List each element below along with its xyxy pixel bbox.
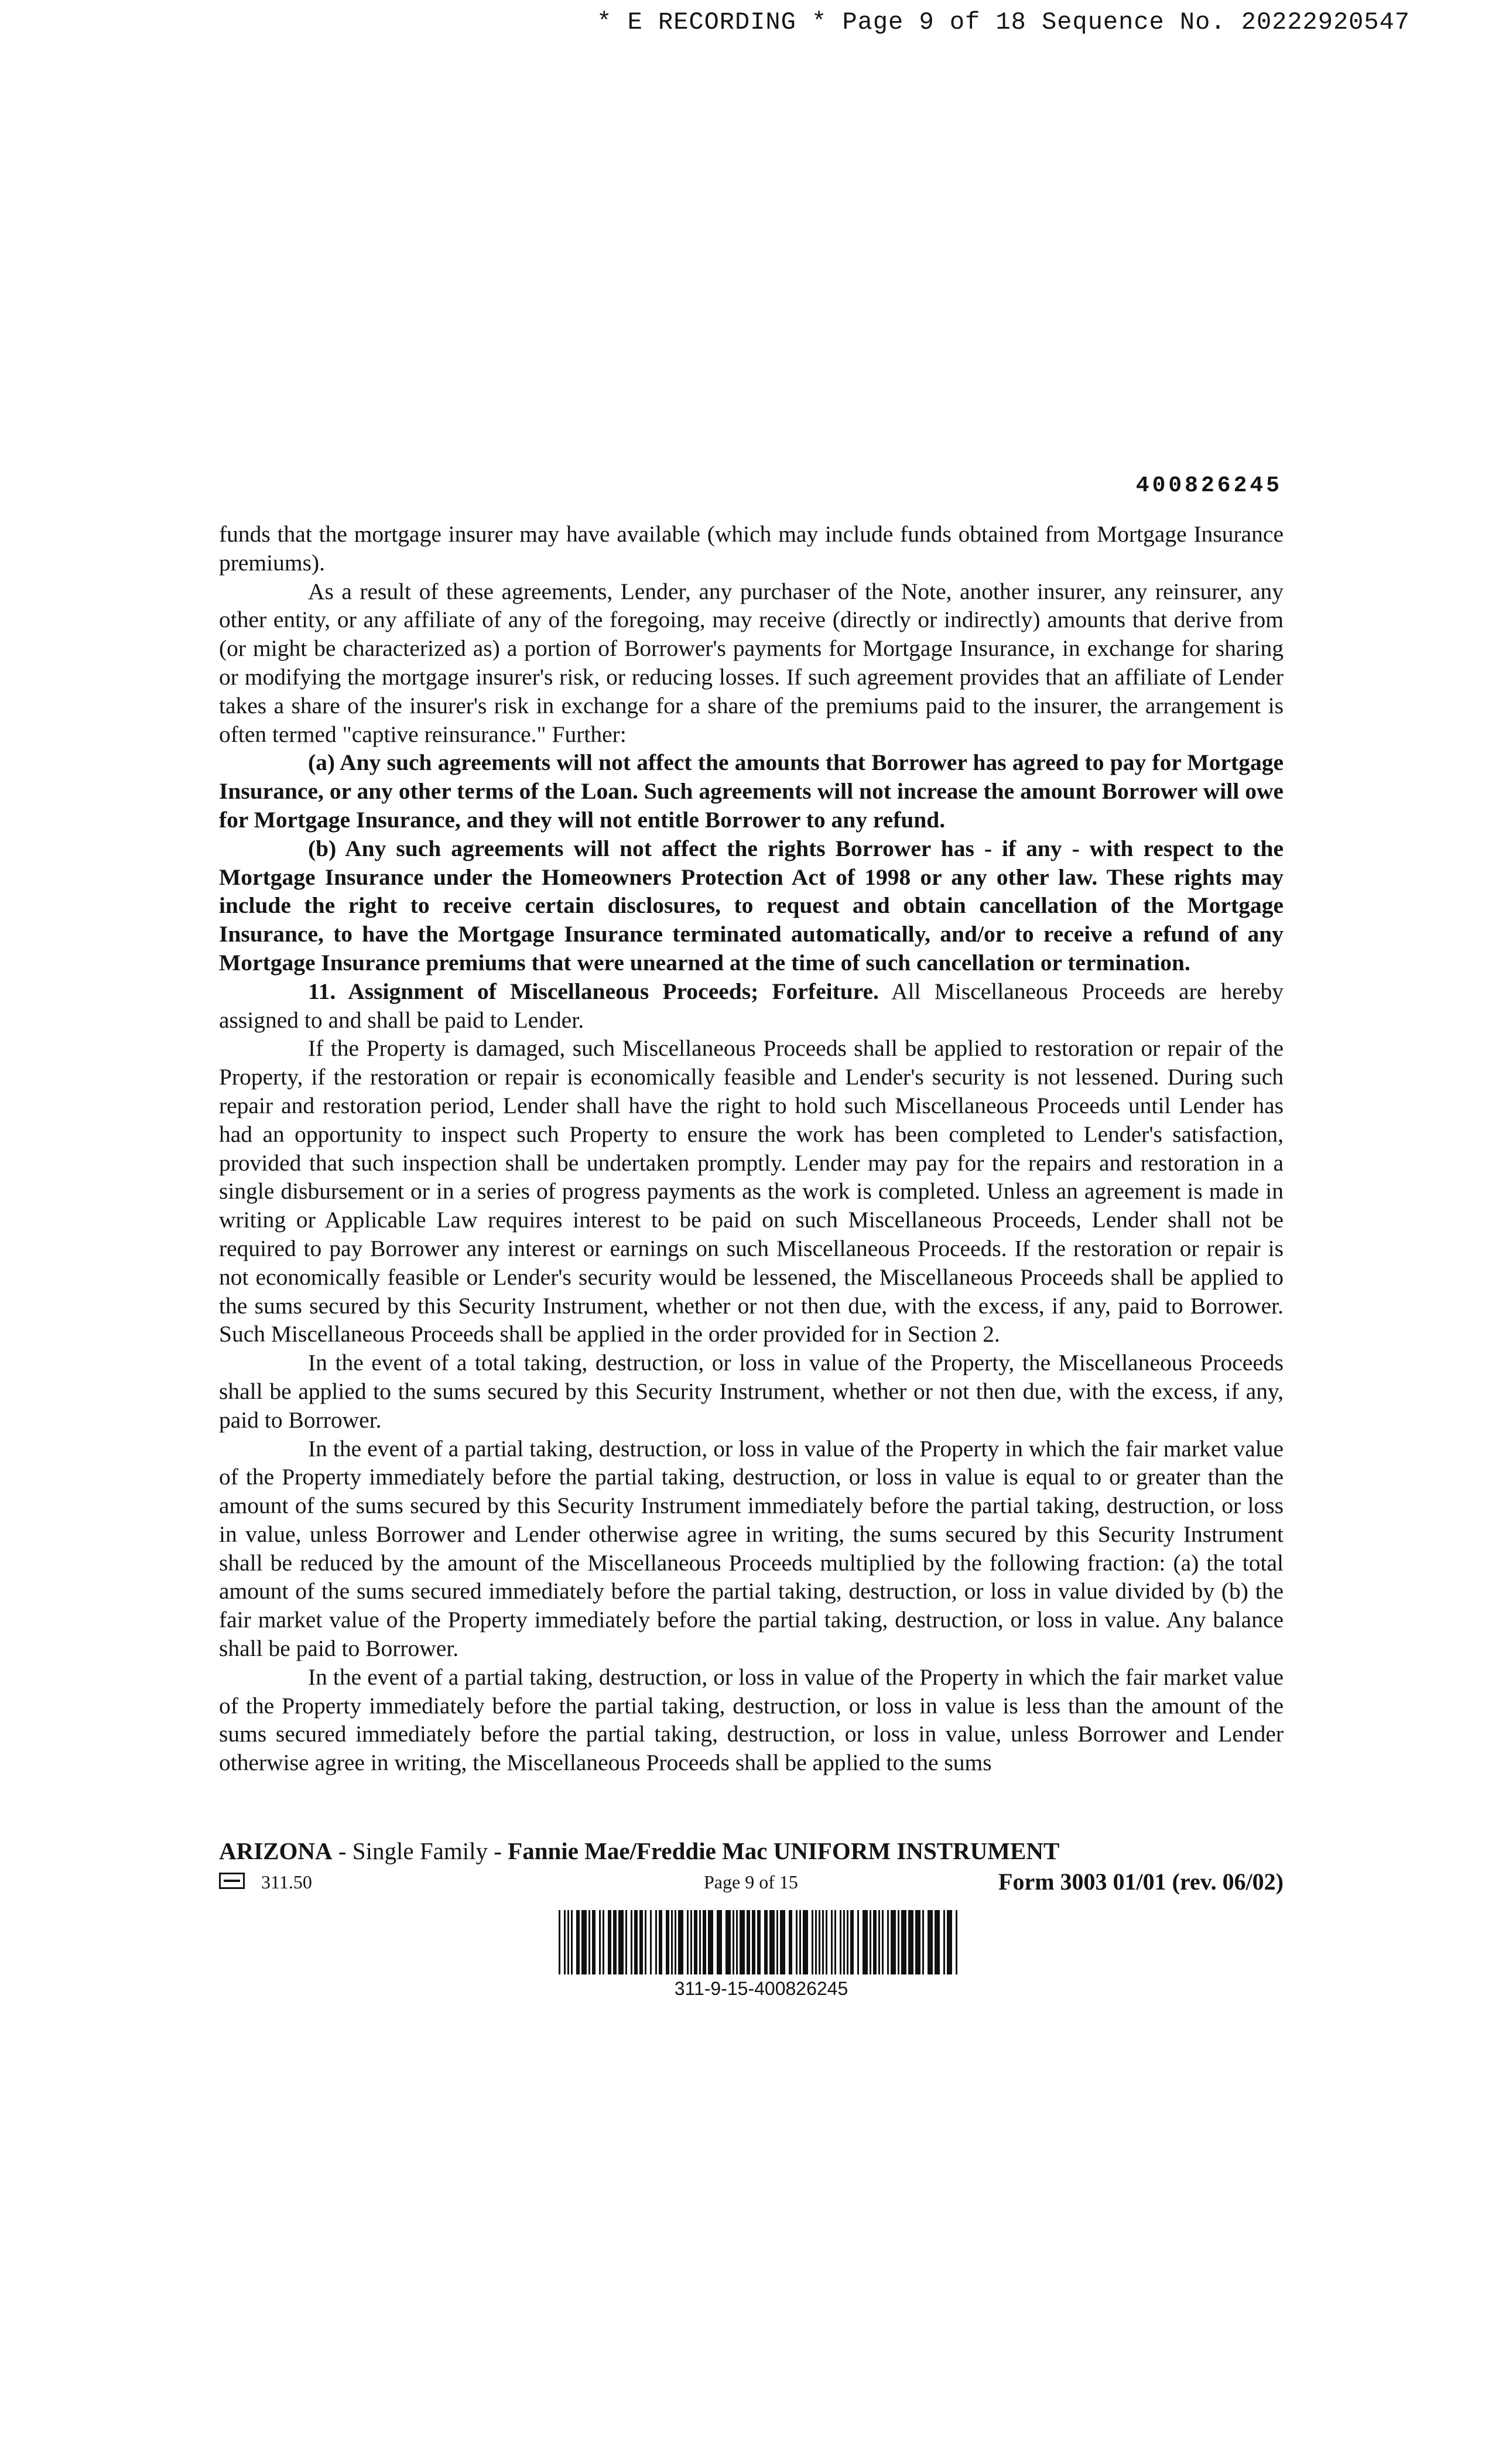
paragraph-partial-taking-less: In the event of a partial taking, destruction, or loss in value of the Property in which the fair market value of the Property immediately before the partial taking, destruction, or loss in value is less than the amount of the sums secured immediately before the partial taking, destruction, or loss in value, unless Borrower and Lender otherwise agree in writing, the Miscellaneous Proceeds shall be applied to the sums bbox=[219, 1664, 1284, 1776]
recording-header: * E RECORDING * Page 9 of 18 Sequence No. 20222920547 bbox=[597, 8, 1410, 36]
paragraph-section-11: 11. Assignment of Miscellaneous Proceeds; Forfeiture. All Miscellaneous Proceeds are hereby assigned to and shall be paid to Lender. bbox=[219, 978, 1284, 1033]
doc-code: 311.50 bbox=[261, 1871, 312, 1893]
footer-row bbox=[219, 1868, 1284, 1897]
page-indicator: Page 9 of 15 bbox=[704, 1871, 798, 1893]
paragraph-total-taking: In the event of a total taking, destruction, or loss in value of the Property, the Miscellaneous Proceeds shall be applied to the sums secured by this Security Instrument, whether or not then due, with the excess, if any, paid to Borrower. bbox=[219, 1350, 1284, 1433]
barcode-text: 311-9-15-400826245 bbox=[674, 1978, 848, 1999]
footer-form-name: Fannie Mae/Freddie Mac UNIFORM INSTRUMENT bbox=[508, 1837, 1060, 1864]
paragraph-agreements: As a result of these agreements, Lender, any purchaser of the Note, another insurer, any reinsurer, any other entity, or any affiliate of any of the foregoing, may receive (directly or indirectly) amounts that derive from (or might be characterized as) a portion of Borrower's payments for Mortgage Insurance, in exchange for sharing or modifying the mortgage insurer's risk, or reducing losses. If such agreement provides that an affiliate of Lender takes a share of the insurer's risk in exchange for a share of the premiums paid to the insurer, the arrangement is often termed "captive reinsurance." Further: bbox=[219, 578, 1284, 747]
paragraph-property-damaged: If the Property is damaged, such Miscellaneous Proceeds shall be applied to restoration or repair of the Property, if the restoration or repair is economically feasible and Lender's security is not lessened. During such repair and restoration period, Lender shall have the right to hold such Miscellaneous Proceeds until Lender has had an opportunity to inspect such Property to ensure the work has been completed to Lender's satisfaction, provided that such inspection shall be undertaken promptly. Lender may pay for the repairs and restoration in a single disbursement or in a series of progress payments as the work is completed. Unless an agreement is made in writing or Applicable Law requires interest to be paid on such Miscellaneous Proceeds, Lender shall not be required to pay Borrower any interest or earnings on such Miscellaneous Proceeds. If the restoration or repair is not economically feasible or Lender's security would be lessened, the Miscellaneous Proceeds shall be applied to the sums secured by this Security Instrument, whether or not then due, with the excess, if any, paid to Borrower. Such Miscellaneous Proceeds shall be applied in the order provided for in Section 2. bbox=[219, 1035, 1284, 1347]
loan-number: 400826245 bbox=[1135, 473, 1282, 498]
section-11-heading: 11. Assignment of Miscellaneous Proceeds; Forfeiture. bbox=[308, 978, 879, 1004]
footer-title: ARIZONA - Single Family - Fannie Mae/Freddie Mac UNIFORM INSTRUMENT bbox=[219, 1837, 1060, 1864]
document-logo-icon bbox=[219, 1873, 245, 1889]
paragraph-b-notice: (b) Any such agreements will not affect the rights Borrower has - if any - with respect to the Mortgage Insurance under the Homeowners Protection Act of 1998 or any other law. These rights may include the right to receive certain disclosures, to request and obtain cancellation of the Mortgage Insurance, to have the Mortgage Insurance terminated automatically, and/or to receive a refund of any Mortgage Insurance premiums that were unearned at the time of such cancellation or termination. bbox=[219, 835, 1284, 976]
document-body bbox=[219, 520, 1284, 1777]
paragraph-partial-taking-greater: In the event of a partial taking, destruction, or loss in value of the Property in which the fair market value of the Property immediately before the partial taking, destruction, or loss in value is equal to or greater than the amount of the sums secured by this Security Instrument immediately before the partial taking, destruction, or loss in value, unless Borrower and Lender otherwise agree in writing, the sums secured by this Security Instrument shall be reduced by the amount of the Miscellaneous Proceeds multiplied by the following fraction: (a) the total amount of the sums secured immediately before the partial taking, destruction, or loss in value divided by (b) the fair market value of the Property immediately before the partial taking, destruction, or loss in value. Any balance shall be paid to Borrower. bbox=[219, 1435, 1284, 1662]
form-number: Form 3003 01/01 (rev. 06/02) bbox=[998, 1868, 1284, 1895]
paragraph-continuation: funds that the mortgage insurer may have available (which may include funds obtained from Mortgage Insurance premiums). bbox=[219, 521, 1284, 576]
barcode bbox=[556, 1910, 966, 1974]
paragraph-a-notice: (a) Any such agreements will not affect the amounts that Borrower has agreed to pay for Mortgage Insurance, or any other terms of the Loan. Such agreements will not increase the amount Borrower will owe for Mortgage Insurance, and they will not entitle Borrower to any refund. bbox=[219, 750, 1284, 833]
footer-state: ARIZONA bbox=[219, 1837, 333, 1864]
